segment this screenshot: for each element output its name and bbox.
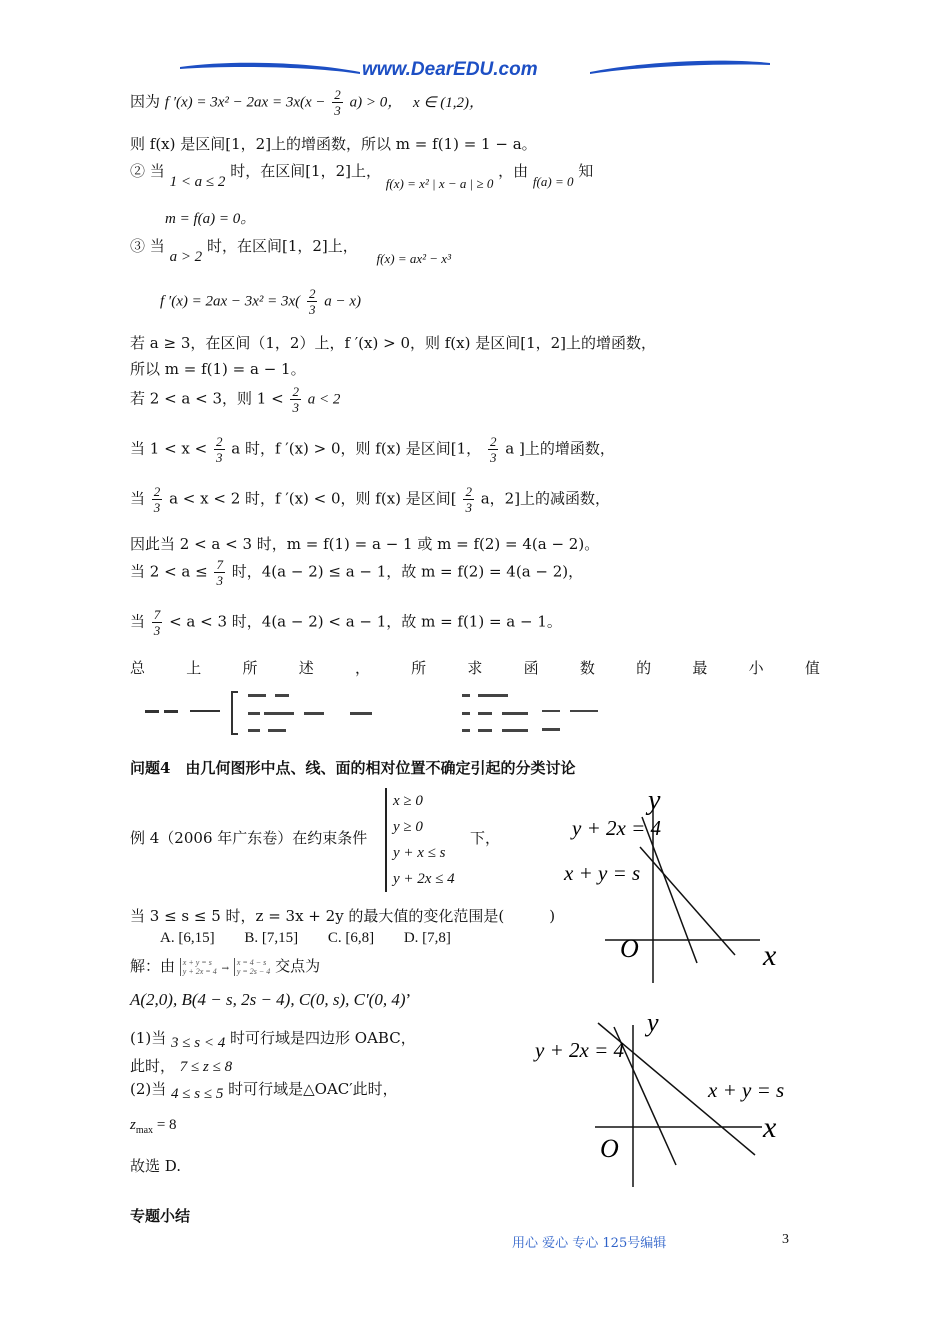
constraint: y + 2x ≤ 4 [393,871,455,887]
line-2-label: x + y = s [564,861,641,885]
char: 数 [579,659,595,677]
text: 时，在区间[1，2]上， [206,237,358,255]
math-expr: a < 2 [307,391,341,408]
fraction: $\frac{2}{3}$ [334,87,341,118]
points: A(2,0), B(4 − s, 2s − 4), C(0, s), C′(0, 4) [130,990,406,1009]
math-expr: 3 ≤ s < 4 [171,1035,226,1051]
text: 当 2 < a ≤ [130,562,208,581]
text: a 时，f ′(x) > 0，则 f(x) 是区间[1， [231,439,482,458]
math-expr: z [130,1117,136,1133]
line-2-label: x + y = s [708,1078,785,1102]
text: 交点为 [275,957,321,975]
char: 总 [130,659,146,677]
line-13 [130,558,583,587]
line-9 [130,385,340,414]
char: 述 [298,659,314,677]
text: ③ 当 [130,237,165,255]
text: 此时， [130,1057,176,1075]
text: 时，在区间[1，2]上， [230,162,381,180]
constraint: y ≥ 0 [393,819,423,835]
line-3 [130,160,594,191]
x-label: x [763,939,777,972]
page-header [175,55,775,85]
char: 所 [411,659,427,677]
char: 的 [636,659,652,677]
math-expr: x ∈ (1,2)， [412,94,484,111]
header-logo-text: www.DearEDU.com [362,59,538,80]
math-expr: f(a) = 0 [532,174,574,189]
constraint: y + x ≤ s [393,845,446,861]
footer-text: 用心 爱心 专心 125号编辑 [512,1236,667,1251]
char: 所 [242,659,258,677]
line-14 [130,608,562,637]
math-expr: 1 < a ≤ 2 [169,174,226,190]
char: 函 [523,659,539,677]
math-expr: f(x) = ax² − x³ [376,251,451,266]
graph-2 [530,1005,790,1195]
constraint: x ≥ 0 [393,793,423,809]
y-label: y [647,1008,659,1037]
line-12: 因此当 2 < a < 3 时，m = f(1) = a − 1 或 m = f(2) = 4(a − 2)。 [130,535,600,553]
char: 小 [748,659,764,677]
text: ，由 [498,162,529,180]
system-1: x + y = s y + 2x = 4 [180,958,217,976]
problem-4-title: 问题4 由几何图形中点、线、面的相对位置不确定引起的分类讨论 [130,759,576,777]
text: 知 [578,162,594,180]
zmax-line [130,1117,177,1136]
example-4-prefix: 例 4（2006 年广东卷）在约束条件 [130,829,368,847]
text: a < x < 2 时，f ′(x) < 0，则 f(x) 是区间[ [169,489,457,508]
math-expr: = 8 [156,1117,177,1133]
text: 当 [130,489,146,508]
line-8: 所以 m = f(1) = a − 1。 [130,360,306,378]
example-4-suffix: 下， [470,829,501,847]
text: 因为 [130,92,161,111]
line-1-label: y + 2x = 4 [535,1038,624,1062]
line-7: 若 a ≥ 3，在区间（1，2）上，f ′(x) > 0，则 f(x) 是区间[1，2]上的增函数， [130,334,657,352]
x-label: x [763,1111,777,1144]
math-expr: a) > 0， [349,94,403,111]
text: 时可行域是△OAC′此时， [228,1080,398,1098]
system-2: x = 4 − s y = 2s − 4 [234,958,270,976]
garbled-formula-image [140,688,640,742]
constraints-system [385,788,455,892]
fraction: $\frac{2}{3}$ [308,286,316,317]
math-expr: a − x) [324,293,362,310]
char: 上 [186,659,202,677]
text: 解：由 [130,957,176,975]
choices [160,930,477,947]
math-expr: 7 ≤ z ≤ 8 [179,1059,233,1075]
case-1-line [130,1027,416,1051]
math-expr: a > 2 [169,249,203,265]
origin-label: O [600,1134,619,1163]
choice-d: D. [7,8] [403,930,451,946]
fraction: $\frac{2}{3}$ [465,484,472,515]
text: 时可行域是四边形 OABC， [230,1029,416,1047]
text: 当 [130,612,146,631]
question-line: 当 3 ≤ s ≤ 5 时，z = 3x + 2y 的最大值的变化范围是( ) [130,907,556,925]
math-expr: f ′(x) = 3x² − 2ax = 3x(x − [164,94,326,111]
char: 求 [467,659,483,677]
text: (1)当 [130,1029,167,1047]
y-label: y [648,785,661,816]
points-line [130,990,411,1010]
choice-c: C. [6,8] [327,930,375,946]
summary-heading: 专题小结 [130,1207,191,1225]
line-1 [130,88,484,117]
text: 若 2 < a < 3，则 1 < [130,389,284,408]
char: 最 [692,659,708,677]
graph-1 [560,785,790,985]
fraction: $\frac{2}{3}$ [292,384,299,415]
fraction: $\frac{2}{3}$ [489,434,497,465]
line-2: 则 f(x) 是区间[1，2]上的增函数，所以 m = f(1) = 1 − a。 [130,135,537,153]
fraction: $\frac{2}{3}$ [153,484,161,515]
char: ， [354,659,370,677]
text: (2)当 [130,1080,167,1098]
page-number: 3 [782,1232,789,1247]
text: ’ [405,990,412,1009]
fraction: $\frac{2}{3}$ [216,434,223,465]
char: 值 [804,659,820,677]
line-15-spaced [130,657,820,678]
text: a ]上的增函数， [505,439,615,458]
math-expr: f ′(x) = 2ax − 3x² = 3x( [160,293,301,310]
text: ② 当 [130,162,165,180]
fraction: $\frac{7}{3}$ [216,557,223,588]
origin-label: O [620,934,639,963]
text: 时，4(a − 2) ≤ a − 1，故 m = f(2) = 4(a − 2)， [231,562,584,581]
choice-a: A. [6,15] [160,930,215,946]
math-expr: 4 ≤ s ≤ 5 [171,1086,224,1102]
case-1-range-line [130,1055,232,1076]
text: a，2]上的减函数， [480,489,611,508]
line-10 [130,435,615,464]
line-11 [130,485,610,514]
text: 当 1 < x < [130,439,208,458]
text: < a < 3 时，4(a − 2) < a − 1，故 m = f(1) = a − 1。 [169,612,562,631]
line-1-label: y + 2x = 4 [572,816,661,840]
subscript: max [135,1125,154,1136]
line-4: m = f(a) = 0。 [165,211,256,227]
answer-line: 故选 D. [130,1157,182,1175]
choice-b: B. [7,15] [244,930,299,946]
math-expr: f(x) = x² | x − a | ≥ 0 [385,176,494,191]
solution-line: 解：由 x + y = s y + 2x = 4 → x = 4 − s y = 2s − 4 交点为 [130,957,321,976]
case-2-line [130,1078,398,1102]
fraction: $\frac{7}{3}$ [153,607,161,638]
line-5 [130,235,451,266]
line-6 [160,287,361,316]
